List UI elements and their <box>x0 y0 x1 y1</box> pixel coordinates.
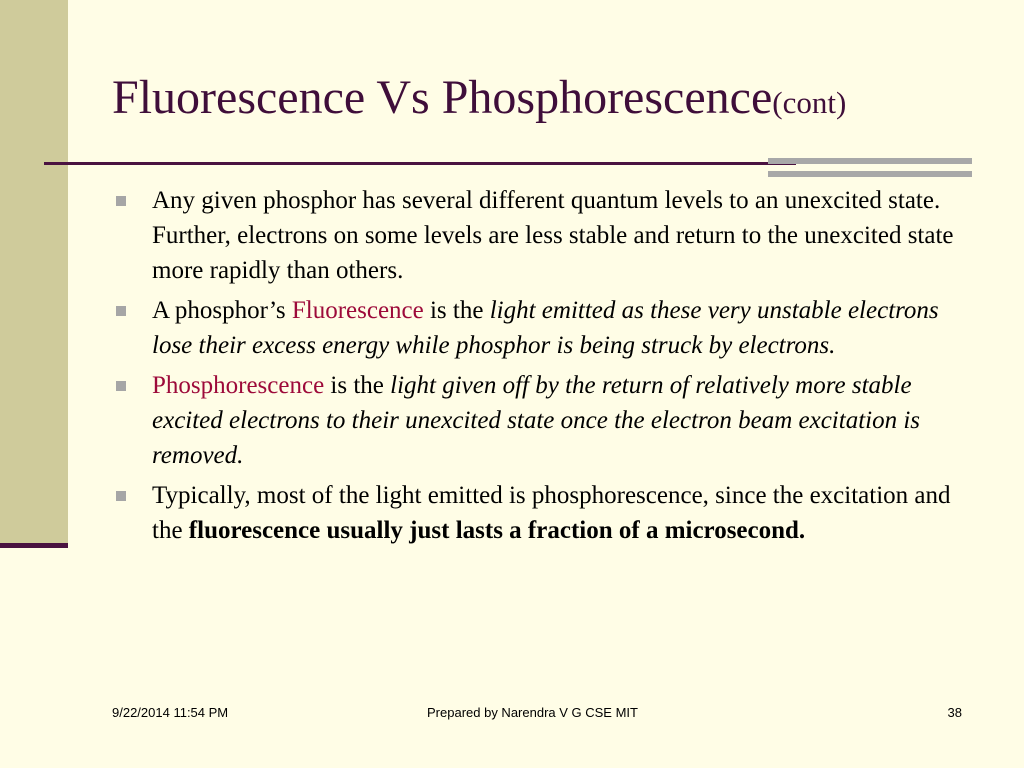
bullet-point <box>112 183 962 288</box>
highlighted-term: Phosphorescence <box>152 372 325 399</box>
bullet-point <box>112 478 962 548</box>
bullet-connector: is the <box>324 372 391 399</box>
bullet-point <box>112 368 962 473</box>
left-band-divider <box>0 543 68 548</box>
definition-text: light given off by the return of relatively more stable excited electrons to their unexcited state once the electron beam excitation is removed. <box>152 372 921 469</box>
square-bullet-icon <box>116 306 126 316</box>
bullet-connector: is the <box>423 297 490 324</box>
footer-date: 9/22/2014 11:54 PM <box>112 705 229 720</box>
footer-author: Prepared by Narendra V G CSE MIT <box>427 705 638 720</box>
title-underline <box>44 162 796 165</box>
bullet-text: Any given phosphor has several different quantum levels to an unexcited state. Further, electrons on some levels are less stable and return to the unexcited state more rapidly than others. <box>152 187 954 284</box>
square-bullet-icon <box>116 491 126 501</box>
title-accent-bar-bottom <box>768 171 972 177</box>
title-accent-bar-top <box>768 158 972 164</box>
slide-number: 38 <box>947 705 962 720</box>
definition-text: light emitted as these very unstable electrons lose their excess energy while phosphor is being struck by electrons. <box>152 297 939 359</box>
emphasized-text: fluorescence usually just lasts a fraction of a microsecond. <box>188 517 806 544</box>
square-bullet-icon <box>116 381 126 391</box>
highlighted-term: Fluorescence <box>291 297 424 324</box>
left-decorative-band <box>0 0 68 545</box>
slide-title-suffix: (cont) <box>772 85 847 120</box>
square-bullet-icon <box>116 196 126 206</box>
bullet-prefix: A phosphor’s <box>152 297 292 324</box>
slide-title <box>112 66 992 138</box>
slide-body <box>112 183 962 553</box>
slide-title-main: Fluorescence Vs Phosphorescence <box>112 71 773 124</box>
bullet-point <box>112 293 962 363</box>
bullet-intro: Typically, most of the light emitted is phosphorescence, since the excitation and the <box>152 482 951 544</box>
